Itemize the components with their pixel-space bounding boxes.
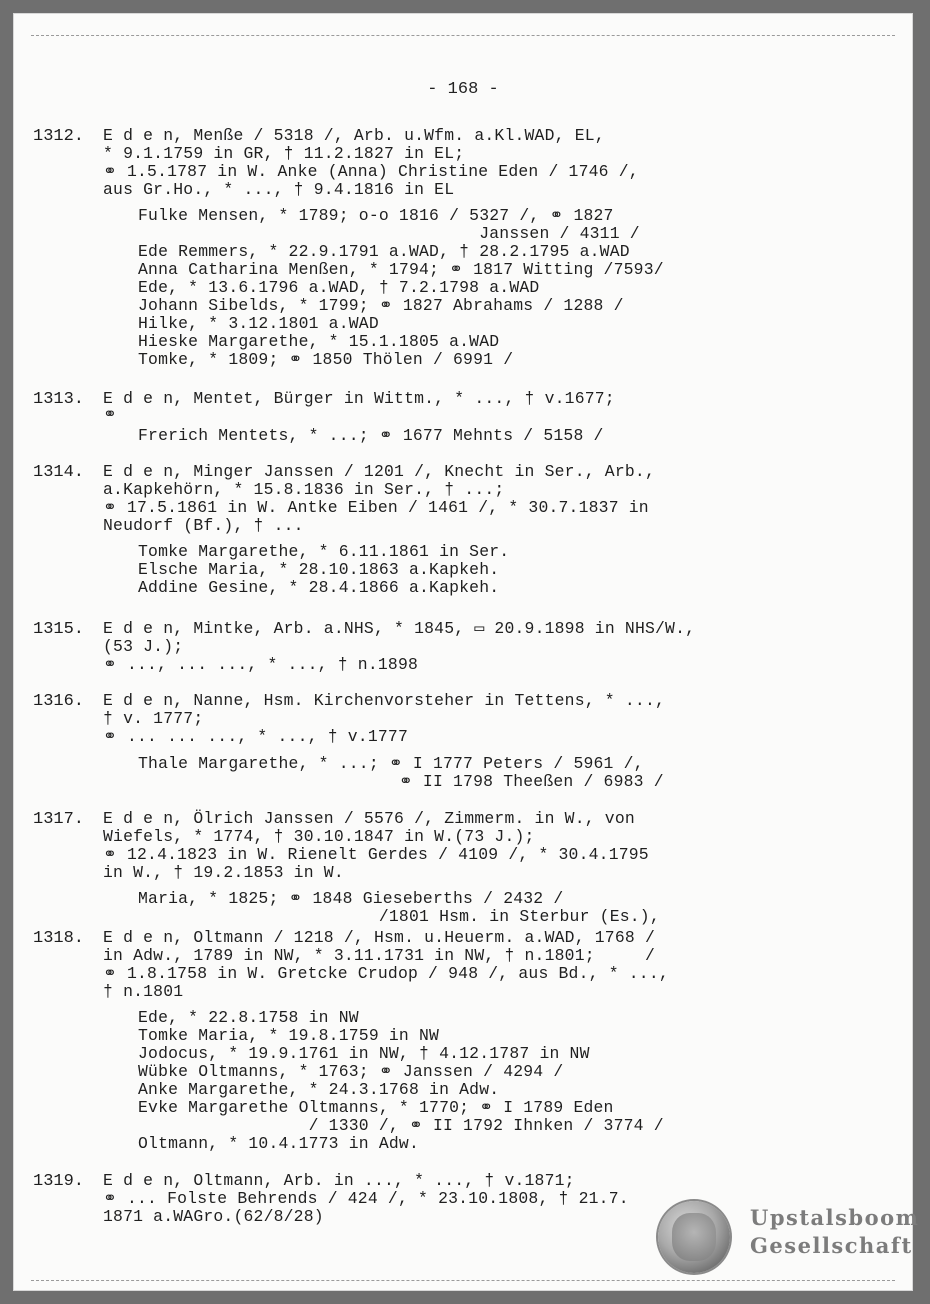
entry-line: 1871 a.WAGro.(62/8/28)	[103, 1207, 324, 1226]
entry-line: E d e n, Mentet, Bürger in Wittm., * ..., † v.1677;	[103, 389, 615, 408]
entry-line: a.Kapkehörn, * 15.8.1836 in Ser., † ...;	[103, 480, 505, 499]
entry-line: * 9.1.1759 in GR, † 11.2.1827 in EL;	[103, 144, 465, 163]
seal-icon	[658, 1201, 730, 1273]
entry-line: † v. 1777;	[103, 709, 204, 728]
child-line: Janssen / 4311 /	[138, 224, 640, 243]
child-line: Hilke, * 3.12.1801 a.WAD	[138, 314, 379, 333]
entry-line: Wiefels, * 1774, † 30.10.1847 in W.(73 J.);	[103, 827, 535, 846]
child-line: Anna Catharina Menßen, * 1794; ⚭ 1817 Witting /7593/	[138, 260, 664, 279]
entry-line: aus Gr.Ho., * ..., † 9.4.1816 in EL	[103, 180, 455, 199]
child-line: Tomke Margarethe, * 6.11.1861 in Ser.	[138, 542, 510, 561]
entry-number: 1313.	[33, 390, 85, 409]
entry-line: in W., † 19.2.1853 in W.	[103, 863, 344, 882]
entry-line: ⚭	[103, 405, 117, 424]
child-line: ⚭ II 1798 Theeßen / 6983 /	[138, 772, 664, 791]
child-line: / 1330 /, ⚭ II 1792 Ihnken / 3774 /	[138, 1116, 664, 1135]
child-line: Johann Sibelds, * 1799; ⚭ 1827 Abrahams / 1288 /	[138, 296, 624, 315]
entry-line: ⚭ ... Folste Behrends / 424 /, * 23.10.1808, † 21.7.	[103, 1189, 629, 1208]
entry-number: 1314.	[33, 463, 85, 482]
entry-number: 1318.	[33, 929, 85, 948]
child-line: Elsche Maria, * 28.10.1863 a.Kapkeh.	[138, 560, 500, 579]
entry-line: ⚭ 1.5.1787 in W. Anke (Anna) Christine Eden / 1746 /,	[103, 162, 639, 181]
top-rule	[31, 35, 895, 36]
page-number: - 168 -	[427, 80, 499, 99]
child-line: Fulke Mensen, * 1789; o-o 1816 / 5327 /, ⚭ 1827	[138, 206, 614, 225]
logo-line-1: Upstalsboom	[750, 1205, 920, 1230]
entry-line: E d e n, Ölrich Janssen / 5576 /, Zimmerm. in W., von	[103, 809, 635, 828]
child-line: Jodocus, * 19.9.1761 in NW, † 4.12.1787 in NW	[138, 1044, 590, 1063]
entry-number: 1317.	[33, 810, 85, 829]
entry-line: E d e n, Nanne, Hsm. Kirchenvorsteher in Tettens, * ...,	[103, 691, 666, 710]
entry-line: ⚭ ..., ... ..., * ..., † n.1898	[103, 655, 419, 674]
entry-line: † n.1801	[103, 982, 184, 1001]
logo-line-2: Gesellschaft	[750, 1233, 913, 1258]
entry-line: in Adw., 1789 in NW, * 3.11.1731 in NW, † n.1801; /	[103, 946, 655, 965]
child-line: Thale Margarethe, * ...; ⚭ I 1777 Peters / 5961 /,	[138, 754, 644, 773]
child-line: Oltmann, * 10.4.1773 in Adw.	[138, 1134, 420, 1153]
entry-line: ⚭ 12.4.1823 in W. Rienelt Gerdes / 4109 /, * 30.4.1795	[103, 845, 649, 864]
child-line: Addine Gesine, * 28.4.1866 a.Kapkeh.	[138, 578, 500, 597]
bottom-rule	[31, 1280, 895, 1281]
entry-line: ⚭ 17.5.1861 in W. Antke Eiben / 1461 /, * 30.7.1837 in	[103, 498, 649, 517]
entry-line: E d e n, Oltmann, Arb. in ..., * ..., † v.1871;	[103, 1171, 575, 1190]
entry-line: E d e n, Menße / 5318 /, Arb. u.Wfm. a.Kl.WAD, EL,	[103, 126, 605, 145]
child-line: Evke Margarethe Oltmanns, * 1770; ⚭ I 1789 Eden	[138, 1098, 614, 1117]
entry-line: E d e n, Oltmann / 1218 /, Hsm. u.Heuerm. a.WAD, 1768 /	[103, 928, 655, 947]
entry-number: 1319.	[33, 1172, 85, 1191]
child-line: Frerich Mentets, * ...; ⚭ 1677 Mehnts / 5158 /	[138, 426, 604, 445]
child-line: /1801 Hsm. in Sterbur (Es.),	[138, 907, 660, 926]
document-page	[13, 13, 920, 1291]
entry-number: 1315.	[33, 620, 85, 639]
entry-line: E d e n, Minger Janssen / 1201 /, Knecht in Ser., Arb.,	[103, 462, 655, 481]
entry-line: Neudorf (Bf.), † ...	[103, 516, 304, 535]
entry-line: ⚭ 1.8.1758 in W. Gretcke Crudop / 948 /, aus Bd., * ...,	[103, 964, 669, 983]
child-line: Tomke, * 1809; ⚭ 1850 Thölen / 6991 /	[138, 350, 514, 369]
child-line: Ede, * 22.8.1758 in NW	[138, 1008, 359, 1027]
publisher-logo	[658, 1201, 918, 1279]
entry-line: ⚭ ... ... ..., * ..., † v.1777	[103, 727, 408, 746]
entry-line: (53 J.);	[103, 637, 184, 656]
child-line: Maria, * 1825; ⚭ 1848 Gieseberths / 2432 /	[138, 889, 564, 908]
child-line: Ede, * 13.6.1796 a.WAD, † 7.2.1798 a.WAD	[138, 278, 540, 297]
child-line: Ede Remmers, * 22.9.1791 a.WAD, † 28.2.1795 a.WAD	[138, 242, 630, 261]
entry-number: 1316.	[33, 692, 85, 711]
child-line: Wübke Oltmanns, * 1763; ⚭ Janssen / 4294 /	[138, 1062, 564, 1081]
entry-number: 1312.	[33, 127, 85, 146]
entry-line: E d e n, Mintke, Arb. a.NHS, * 1845, ▭ 20.9.1898 in NHS/W.,	[103, 619, 696, 638]
child-line: Anke Margarethe, * 24.3.1768 in Adw.	[138, 1080, 500, 1099]
child-line: Hieske Margarethe, * 15.1.1805 a.WAD	[138, 332, 500, 351]
child-line: Tomke Maria, * 19.8.1759 in NW	[138, 1026, 440, 1045]
